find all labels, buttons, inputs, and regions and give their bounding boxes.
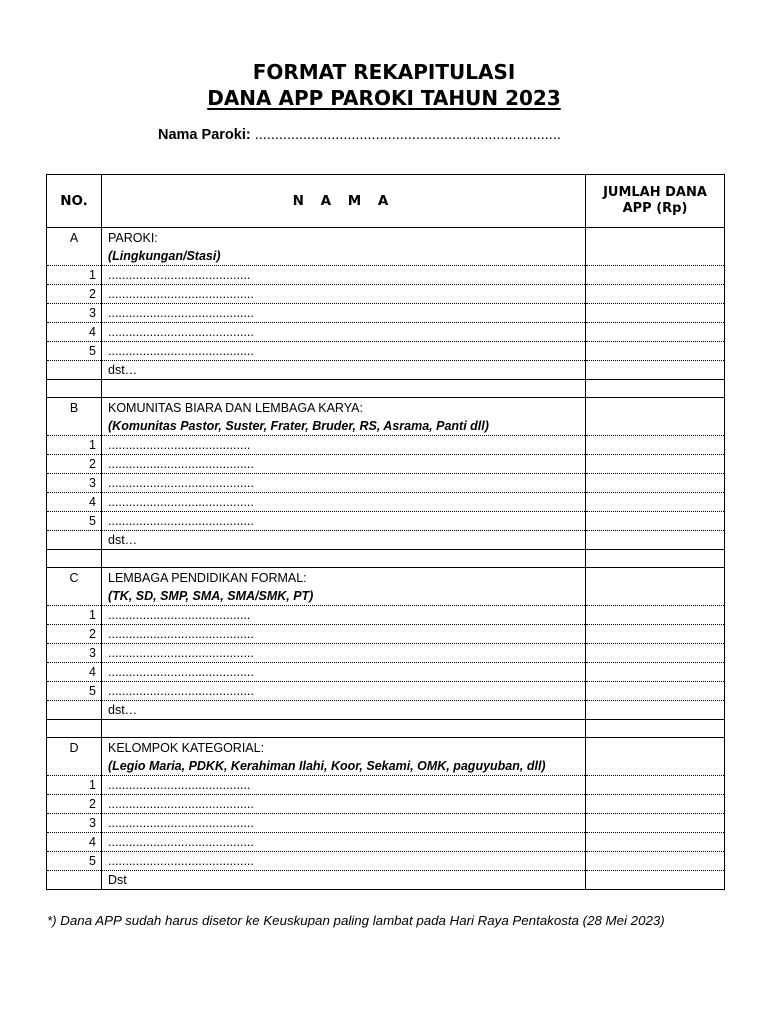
item-name: .......................................... [102, 644, 586, 663]
section-letter: A [47, 228, 102, 266]
title-line-2: DANA APP PAROKI TAHUN 2023 [207, 86, 561, 110]
table-row [47, 285, 725, 304]
item-number: 1 [47, 606, 102, 625]
header-no: NO. [47, 175, 102, 228]
item-number: 2 [47, 455, 102, 474]
item-name: .......................................... [102, 682, 586, 701]
table-row [47, 266, 725, 285]
item-number: 4 [47, 323, 102, 342]
item-number: 3 [47, 304, 102, 323]
amount-cell [586, 228, 725, 266]
section-title: KOMUNITAS BIARA DAN LEMBAGA KARYA: [108, 401, 363, 415]
item-name: .......................................... [102, 304, 586, 323]
item-number [47, 701, 102, 720]
table-header-row [47, 175, 725, 228]
amount-cell [586, 814, 725, 833]
table-row [47, 323, 725, 342]
header-jumlah: JUMLAH DANA APP (Rp) [586, 175, 725, 228]
section-letter: C [47, 568, 102, 606]
item-number [47, 871, 102, 890]
item-number: 2 [47, 795, 102, 814]
item-name: ......................................... [102, 776, 586, 795]
amount-cell [586, 398, 725, 436]
item-number: 3 [47, 814, 102, 833]
section-subtitle: (Lingkungan/Stasi) [108, 249, 221, 263]
spacer-row [47, 720, 725, 738]
table-row [47, 776, 725, 795]
item-name: ......................................... [102, 606, 586, 625]
spacer-cell [47, 720, 102, 738]
section-letter: D [47, 738, 102, 776]
table-row [47, 644, 725, 663]
item-number: 3 [47, 644, 102, 663]
item-number: 5 [47, 682, 102, 701]
item-number: 5 [47, 852, 102, 871]
section-row [47, 738, 725, 776]
section-title: LEMBAGA PENDIDIKAN FORMAL: [108, 571, 307, 585]
section-subtitle: (Komunitas Pastor, Suster, Frater, Bruder, RS, Asrama, Panti dll) [108, 419, 489, 433]
item-name: .......................................... [102, 323, 586, 342]
item-number: 1 [47, 436, 102, 455]
spacer-cell [586, 550, 725, 568]
dst-row [47, 701, 725, 720]
item-number: 4 [47, 833, 102, 852]
spacer-cell [102, 720, 586, 738]
item-name: ......................................... [102, 436, 586, 455]
rekap-table [46, 174, 725, 890]
amount-cell [586, 493, 725, 512]
section-name-cell [102, 398, 586, 436]
dst-row [47, 361, 725, 380]
dst-text: dst… [102, 361, 586, 380]
item-name: .......................................... [102, 493, 586, 512]
table-row [47, 493, 725, 512]
spacer-cell [586, 380, 725, 398]
table-row [47, 474, 725, 493]
table-row [47, 682, 725, 701]
amount-cell [586, 606, 725, 625]
amount-cell [586, 285, 725, 304]
table-row [47, 512, 725, 531]
amount-cell [586, 568, 725, 606]
section-letter: B [47, 398, 102, 436]
table-row [47, 304, 725, 323]
amount-cell [586, 701, 725, 720]
amount-cell [586, 663, 725, 682]
item-number: 5 [47, 512, 102, 531]
spacer-cell [47, 380, 102, 398]
title-line-1: FORMAT REKAPITULASI [252, 60, 516, 84]
amount-cell [586, 738, 725, 776]
item-name: .......................................... [102, 852, 586, 871]
item-name: .......................................... [102, 663, 586, 682]
item-number: 4 [47, 493, 102, 512]
footnote: *) Dana APP sudah harus disetor ke Keuskupan paling lambat pada Hari Raya Pentakosta (28 Mei 2023) [47, 913, 665, 928]
item-name: .......................................... [102, 512, 586, 531]
amount-cell [586, 795, 725, 814]
dst-text: dst… [102, 531, 586, 550]
dst-text: dst… [102, 701, 586, 720]
item-name: .......................................... [102, 285, 586, 304]
amount-cell [586, 852, 725, 871]
item-number: 2 [47, 625, 102, 644]
section-name-cell [102, 568, 586, 606]
amount-cell [586, 644, 725, 663]
section-row [47, 228, 725, 266]
spacer-row [47, 550, 725, 568]
section-title: KELOMPOK KATEGORIAL: [108, 741, 265, 755]
item-number: 4 [47, 663, 102, 682]
section-name-cell [102, 738, 586, 776]
table-row [47, 833, 725, 852]
table-row [47, 436, 725, 455]
item-number [47, 531, 102, 550]
header-nama: N A M A [102, 175, 586, 228]
nama-paroki-dots: ............................................................................ [254, 127, 561, 143]
amount-cell [586, 625, 725, 644]
item-name: .......................................... [102, 455, 586, 474]
table-row [47, 606, 725, 625]
dst-text: Dst [102, 871, 586, 890]
amount-cell [586, 266, 725, 285]
section-row [47, 568, 725, 606]
item-number: 1 [47, 266, 102, 285]
amount-cell [586, 436, 725, 455]
dst-row [47, 531, 725, 550]
amount-cell [586, 833, 725, 852]
section-subtitle: (Legio Maria, PDKK, Kerahiman Ilahi, Koor, Sekami, OMK, paguyuban, dll) [108, 759, 546, 773]
item-number: 2 [47, 285, 102, 304]
section-title: PAROKI: [108, 231, 158, 245]
amount-cell [586, 531, 725, 550]
spacer-cell [102, 380, 586, 398]
table-row [47, 663, 725, 682]
amount-cell [586, 682, 725, 701]
item-name: ......................................... [102, 266, 586, 285]
amount-cell [586, 304, 725, 323]
table-row [47, 852, 725, 871]
amount-cell [586, 323, 725, 342]
amount-cell [586, 776, 725, 795]
amount-cell [586, 361, 725, 380]
item-name: .......................................... [102, 474, 586, 493]
item-number: 5 [47, 342, 102, 361]
amount-cell [586, 342, 725, 361]
item-number [47, 361, 102, 380]
item-name: .......................................... [102, 833, 586, 852]
item-number: 3 [47, 474, 102, 493]
table-row [47, 625, 725, 644]
item-number: 1 [47, 776, 102, 795]
section-name-cell [102, 228, 586, 266]
item-name: .......................................... [102, 795, 586, 814]
spacer-cell [102, 550, 586, 568]
table-row [47, 795, 725, 814]
dst-row [47, 871, 725, 890]
spacer-row [47, 380, 725, 398]
table-row [47, 455, 725, 474]
amount-cell [586, 871, 725, 890]
section-subtitle: (TK, SD, SMP, SMA, SMA/SMK, PT) [108, 589, 314, 603]
spacer-cell [47, 550, 102, 568]
amount-cell [586, 512, 725, 531]
item-name: .......................................... [102, 814, 586, 833]
nama-paroki-label: Nama Paroki: [158, 127, 251, 143]
nama-paroki-field [158, 127, 561, 143]
spacer-cell [586, 720, 725, 738]
item-name: .......................................... [102, 625, 586, 644]
amount-cell [586, 474, 725, 493]
section-row [47, 398, 725, 436]
item-name: .......................................... [102, 342, 586, 361]
table-row [47, 814, 725, 833]
table-row [47, 342, 725, 361]
amount-cell [586, 455, 725, 474]
